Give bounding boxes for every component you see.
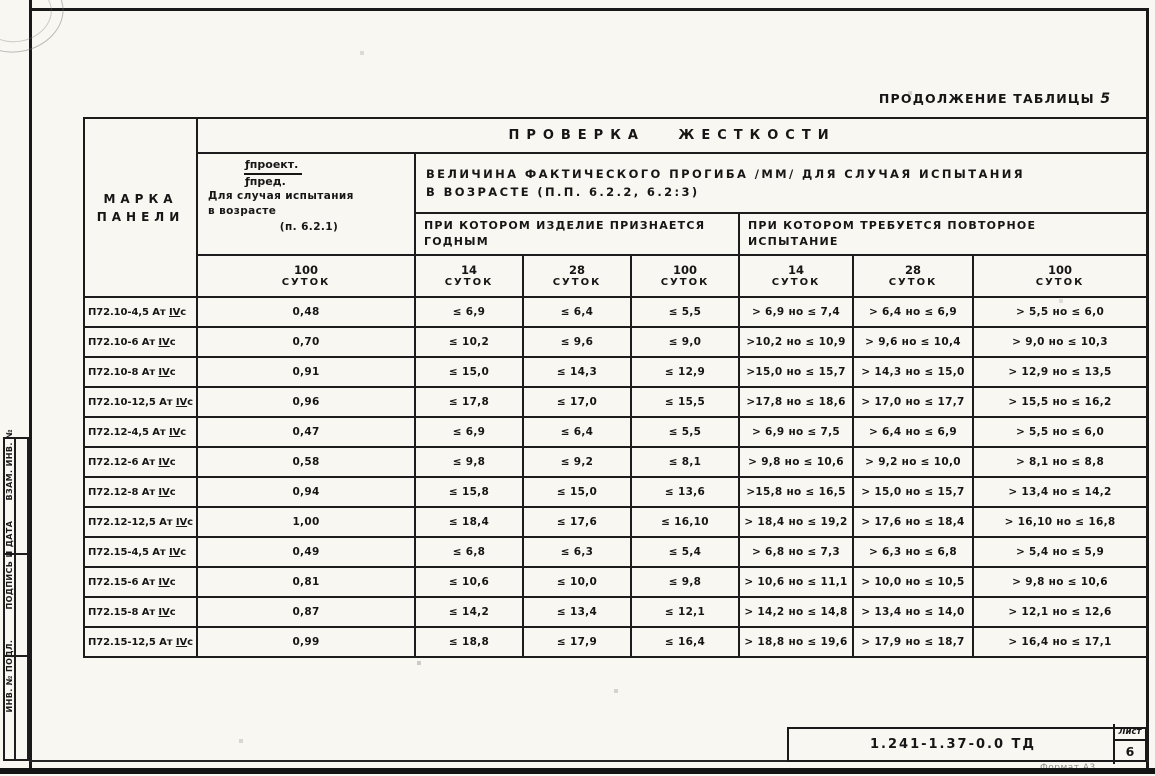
value-cell: >15,8 но ≤ 16,5 [739, 477, 853, 507]
duration-cell [631, 255, 739, 297]
value-cell: > 8,1 но ≤ 8,8 [973, 447, 1147, 477]
marka-header-line2: ПАНЕЛИ [96, 209, 185, 224]
marka-text: IV [158, 366, 170, 378]
duration-unit: СУТОК [888, 276, 938, 288]
value-cell: > 12,9 но ≤ 13,5 [973, 357, 1147, 387]
value-cell: ≤ 8,1 [631, 447, 739, 477]
ratio-fraction [244, 159, 410, 188]
duration-unit: СУТОК [660, 276, 710, 288]
marka-text: П72.10-6 Ат [88, 336, 159, 348]
value-cell: > 9,8 но ≤ 10,6 [973, 567, 1147, 597]
value-cell: > 6,4 но ≤ 6,9 [853, 417, 973, 447]
table-row [84, 297, 1147, 327]
value-cell: ≤ 15,8 [415, 477, 523, 507]
marka-text: с [180, 426, 187, 438]
value-cell: > 16,4 но ≤ 17,1 [973, 627, 1147, 657]
table-title: ПРОВЕРКА ЖЕСТКОСТИ [197, 118, 1147, 153]
accept-header-cell [415, 213, 739, 255]
marka-text: П72.10-4,5 Ат [88, 306, 169, 318]
value-cell: > 14,2 но ≤ 14,8 [739, 597, 853, 627]
sidebar-label: ИНВ. № ПОДЛ. [5, 639, 14, 713]
value-cell: > 18,4 но ≤ 19,2 [739, 507, 853, 537]
table-row [84, 327, 1147, 357]
value-cell: 0,94 [197, 477, 415, 507]
value-cell: 0,47 [197, 417, 415, 447]
value-cell: ≤ 15,0 [523, 477, 631, 507]
duration-unit: СУТОК [771, 276, 821, 288]
continuation-number: 5 [1100, 91, 1111, 107]
value-cell: >10,2 но ≤ 10,9 [739, 327, 853, 357]
accept-header-line1: ПРИ КОТОРОМ ИЗДЕЛИЕ ПРИЗНАЕТСЯ [424, 218, 706, 232]
value-cell: ≤ 9,8 [631, 567, 739, 597]
value-cell: ≤ 12,9 [631, 357, 739, 387]
duration-num: 14 [787, 262, 804, 277]
value-cell: > 15,5 но ≤ 16,2 [973, 387, 1147, 417]
marka-text: IV [168, 546, 181, 558]
value-cell: > 6,9 но ≤ 7,4 [739, 297, 853, 327]
value-cell: ≤ 16,10 [631, 507, 739, 537]
value-cell: > 5,4 но ≤ 5,9 [973, 537, 1147, 567]
value-cell: 1,00 [197, 507, 415, 537]
marka-text: с [169, 456, 176, 468]
deflection-header-cell [415, 153, 1147, 213]
value-cell: > 6,9 но ≤ 7,5 [739, 417, 853, 447]
marka-header-line1: МАРКА [103, 191, 178, 206]
duration-num: 100 [1048, 262, 1073, 277]
value-cell: 0,58 [197, 447, 415, 477]
duration-num: 100 [672, 262, 697, 277]
header-row-durations [84, 255, 1147, 297]
value-cell: > 5,5 но ≤ 6,0 [973, 297, 1147, 327]
marka-text: с [187, 396, 193, 408]
accept-header-line2: ГОДНЫМ [424, 235, 489, 248]
marka-cell [84, 387, 197, 417]
table-row [84, 537, 1147, 567]
sidebar-cell-inv [3, 639, 29, 761]
value-cell: > 6,3 но ≤ 6,8 [853, 537, 973, 567]
table-row [84, 507, 1147, 537]
sidebar-label: ВЗАМ. ИНВ. № [5, 429, 14, 501]
ratio-denominator: ƒпред. [245, 174, 286, 188]
table-row [84, 417, 1147, 447]
marka-text: П72.15-12,5 Ат [88, 636, 176, 648]
value-cell: ≤ 17,6 [523, 507, 631, 537]
sheet-label: Лист [1115, 724, 1145, 741]
value-cell: ≤ 10,2 [415, 327, 523, 357]
marka-text: IV [175, 636, 188, 648]
header-row-title [84, 118, 1147, 153]
deflection-header-line1: ВЕЛИЧИНА ФАКТИЧЕСКОГО ПРОГИБА /ММ/ ДЛЯ СЛУЧАЯ ИСПЫТАНИЯ [426, 166, 1026, 181]
retest-header-cell [739, 213, 1147, 255]
marka-cell [84, 357, 197, 387]
value-cell: > 6,4 но ≤ 6,9 [853, 297, 973, 327]
retest-header-line2: ИСПЫТАНИЕ [748, 235, 839, 248]
value-cell: > 17,0 но ≤ 17,7 [853, 387, 973, 417]
value-cell: > 9,0 но ≤ 10,3 [973, 327, 1147, 357]
marka-text: IV [168, 306, 181, 318]
value-cell: > 16,10 но ≤ 16,8 [973, 507, 1147, 537]
header-row-deflection [84, 153, 1147, 213]
value-cell: ≤ 17,8 [415, 387, 523, 417]
value-cell: > 18,8 но ≤ 19,6 [739, 627, 853, 657]
sidebar-subcell [14, 555, 27, 655]
duration-cell [853, 255, 973, 297]
value-cell: 0,70 [197, 327, 415, 357]
ratio-note-line3: (п. 6.2.1) [279, 220, 339, 233]
marka-text: с [169, 366, 176, 378]
marka-cell [84, 507, 197, 537]
value-cell: > 17,9 но ≤ 18,7 [853, 627, 973, 657]
marka-text: IV [158, 606, 170, 618]
marka-cell [84, 597, 197, 627]
sidebar-subcell [14, 657, 27, 759]
table-row [84, 567, 1147, 597]
value-cell: ≤ 14,3 [523, 357, 631, 387]
marka-text: с [169, 576, 176, 588]
value-cell: 0,81 [197, 567, 415, 597]
marka-text: П72.12-12,5 Ат [88, 516, 176, 528]
value-cell: > 15,0 но ≤ 15,7 [853, 477, 973, 507]
value-cell: ≤ 5,5 [631, 297, 739, 327]
marka-text: П72.10-8 Ат [88, 366, 159, 378]
value-cell: > 9,2 но ≤ 10,0 [853, 447, 973, 477]
ratio-note-line1: Для случая испытания [208, 190, 354, 203]
marka-text: IV [175, 396, 188, 408]
duration-unit: СУТОК [281, 276, 331, 288]
value-cell: ≤ 15,5 [631, 387, 739, 417]
value-cell: ≤ 12,1 [631, 597, 739, 627]
value-cell: > 9,6 но ≤ 10,4 [853, 327, 973, 357]
retest-header-line1: ПРИ КОТОРОМ ТРЕБУЕТСЯ ПОВТОРНОЕ [748, 218, 1037, 232]
value-cell: ≤ 6,8 [415, 537, 523, 567]
marka-text: IV [158, 576, 170, 588]
value-cell: ≤ 10,6 [415, 567, 523, 597]
value-cell: > 13,4 но ≤ 14,0 [853, 597, 973, 627]
marka-cell [84, 477, 197, 507]
marka-text: П72.10-12,5 Ат [88, 396, 176, 408]
table-row [84, 597, 1147, 627]
marka-text: IV [158, 486, 170, 498]
value-cell: ≤ 13,4 [523, 597, 631, 627]
value-cell: ≤ 6,9 [415, 297, 523, 327]
value-cell: >17,8 но ≤ 18,6 [739, 387, 853, 417]
marka-text: П72.15-8 Ат [88, 606, 159, 618]
marka-text: П72.12-6 Ат [88, 456, 159, 468]
value-cell: ≤ 6,3 [523, 537, 631, 567]
value-cell: > 10,0 но ≤ 10,5 [853, 567, 973, 597]
stiffness-table [83, 117, 1148, 658]
table-row [84, 387, 1147, 417]
duration-unit: СУТОК [1035, 276, 1085, 288]
table-row [84, 627, 1147, 657]
frame-left-border [29, 0, 32, 770]
marka-text: IV [175, 516, 188, 528]
sidebar-subcell [14, 439, 27, 553]
sidebar-label: ПОДПИСЬ И ДАТА [5, 520, 14, 610]
marka-text: с [187, 516, 193, 528]
value-cell: ≤ 10,0 [523, 567, 631, 597]
value-cell: 0,87 [197, 597, 415, 627]
marka-text: П72.12-4,5 Ат [88, 426, 169, 438]
value-cell: ≤ 13,6 [631, 477, 739, 507]
marka-text: IV [158, 456, 170, 468]
value-cell: > 17,6 но ≤ 18,4 [853, 507, 973, 537]
duration-num: 100 [293, 262, 318, 277]
value-cell: 0,49 [197, 537, 415, 567]
sheet-bottom-edge [0, 768, 1155, 774]
table-row [84, 447, 1147, 477]
marka-cell [84, 567, 197, 597]
marka-text: с [180, 306, 187, 318]
sheet-box [1113, 724, 1145, 764]
marka-text: П72.12-8 Ат [88, 486, 159, 498]
marka-text: с [169, 336, 176, 348]
frame-top-border [29, 8, 1149, 11]
value-cell: ≤ 6,9 [415, 417, 523, 447]
value-cell: 0,99 [197, 627, 415, 657]
value-cell: > 5,5 но ≤ 6,0 [973, 417, 1147, 447]
table-continuation-note [872, 91, 1117, 107]
marka-text: П72.15-6 Ат [88, 576, 159, 588]
marka-cell [84, 627, 197, 657]
ratio-numerator: ƒпроект. [244, 159, 302, 175]
marka-text: П72.15-4,5 Ат [88, 546, 169, 558]
duration-cell [973, 255, 1147, 297]
value-cell: 0,91 [197, 357, 415, 387]
deflection-header-line2: В ВОЗРАСТЕ (П.П. 6.2.2, 6.2:3) [426, 185, 700, 199]
duration-cell [739, 255, 853, 297]
marka-text: с [169, 486, 176, 498]
sheet-number: 6 [1125, 744, 1135, 759]
duration-num: 14 [460, 262, 477, 277]
value-cell: ≤ 15,0 [415, 357, 523, 387]
duration-cell [415, 255, 523, 297]
marka-text: IV [168, 426, 181, 438]
duration-unit: СУТОК [444, 276, 494, 288]
marka-text: с [169, 606, 176, 618]
value-cell: ≤ 5,4 [631, 537, 739, 567]
value-cell: 0,96 [197, 387, 415, 417]
marka-text: с [187, 636, 193, 648]
value-cell: > 9,8 но ≤ 10,6 [739, 447, 853, 477]
marka-cell [84, 327, 197, 357]
marka-text: с [180, 546, 187, 558]
value-cell: > 10,6 но ≤ 11,1 [739, 567, 853, 597]
duration-unit: СУТОК [552, 276, 602, 288]
marka-cell [84, 537, 197, 567]
value-cell: ≤ 9,8 [415, 447, 523, 477]
value-cell: ≤ 6,4 [523, 417, 631, 447]
duration-num: 28 [568, 262, 585, 277]
continuation-text: ПРОДОЛЖЕНИЕ ТАБЛИЦЫ [878, 91, 1095, 106]
marka-cell [84, 447, 197, 477]
value-cell: ≤ 9,6 [523, 327, 631, 357]
ratio-note-line2: в возрасте [208, 205, 277, 218]
value-cell: ≤ 9,2 [523, 447, 631, 477]
duration-num: 28 [904, 262, 921, 277]
value-cell: 0,48 [197, 297, 415, 327]
value-cell: ≤ 17,0 [523, 387, 631, 417]
table-row [84, 477, 1147, 507]
marka-cell [84, 297, 197, 327]
ratio-header-cell [197, 153, 415, 255]
value-cell: ≤ 9,0 [631, 327, 739, 357]
value-cell: ≤ 18,4 [415, 507, 523, 537]
value-cell: ≤ 16,4 [631, 627, 739, 657]
value-cell: ≤ 6,4 [523, 297, 631, 327]
value-cell: ≤ 17,9 [523, 627, 631, 657]
value-cell: > 6,8 но ≤ 7,3 [739, 537, 853, 567]
duration-cell [523, 255, 631, 297]
value-cell: ≤ 14,2 [415, 597, 523, 627]
duration-cell [197, 255, 415, 297]
title-block [787, 727, 1147, 762]
frame-sidebar [3, 429, 29, 761]
scan-noise [0, 0, 2, 2]
value-cell: >15,0 но ≤ 15,7 [739, 357, 853, 387]
doc-number: 1.241-1.37-0.0 ТД [870, 737, 1036, 752]
marka-header-cell [84, 118, 197, 297]
value-cell: > 14,3 но ≤ 15,0 [853, 357, 973, 387]
value-cell: > 12,1 но ≤ 12,6 [973, 597, 1147, 627]
value-cell: ≤ 5,5 [631, 417, 739, 447]
marka-text: IV [158, 336, 170, 348]
value-cell: ≤ 18,8 [415, 627, 523, 657]
marka-cell [84, 417, 197, 447]
value-cell: > 13,4 но ≤ 14,2 [973, 477, 1147, 507]
table-row [84, 357, 1147, 387]
